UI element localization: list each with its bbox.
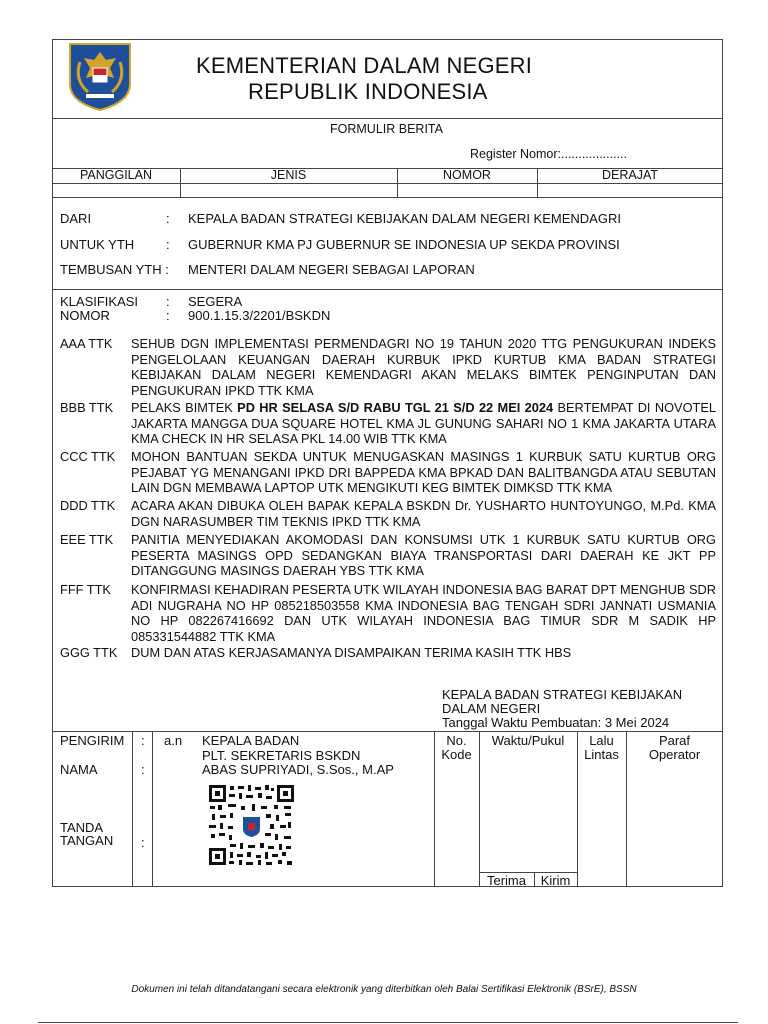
divider bbox=[52, 183, 723, 184]
dari-label: DARI bbox=[60, 211, 92, 226]
eee-paragraph: PANITIA MENYEDIAKAN AKOMODASI DAN KONSUMSI UTK 1 KURBUK SATU KURTUB ORG PESERTA MASINGS OPD SEDANGKAN BIAYA TRANSPORTASI DARI DAERAH KE JKT PP DITANGGUNG MASINGS DAERAH YBS TTK KMA bbox=[131, 532, 716, 578]
waktu-label: Waktu/Pukul bbox=[491, 733, 565, 748]
fff-paragraph: KONFIRMASI KEHADIRAN PESERTA UTK WILAYAH INDONESIA BAG BARAT DPT MENGHUB SDR ADI NUGRAHA NO HP 085218503558 KMA INDONESIA BAG TENGAH SDRI JANNATI USMANIA NO HP 082267416692 DAN UTK WILAYAH INDONESIA BAG TIMUR SDR M SADIK HP 085331544882 TTK KMA bbox=[131, 582, 716, 644]
colon: : bbox=[166, 237, 170, 252]
kirim-label: Kirim bbox=[540, 873, 571, 888]
divider bbox=[479, 731, 480, 887]
column-jenis: JENIS bbox=[270, 168, 307, 182]
operator-label: Operator bbox=[648, 747, 701, 762]
tembusan-value: MENTERI DALAM NEGERI SEBAGAI LAPORAN bbox=[188, 262, 475, 277]
pengirim-label: PENGIRIM bbox=[60, 733, 125, 748]
column-panggilan: PANGGILAN bbox=[79, 168, 152, 182]
klasifikasi-value: SEGERA bbox=[188, 294, 243, 309]
terima-label: Terima bbox=[486, 873, 526, 888]
untuk-value: GUBERNUR KMA PJ GUBERNUR SE INDONESIA UP SEKDA PROVINSI bbox=[188, 237, 620, 252]
ggg-paragraph: DUM DAN ATAS KERJASAMANYA DISAMPAIKAN TERIMA KASIH TTK HBS bbox=[131, 645, 572, 660]
bbb-text-pre: PELAKS BIMTEK bbox=[131, 400, 238, 415]
form-title: FORMULIR BERITA bbox=[330, 122, 443, 136]
untuk-label: UNTUK YTH bbox=[60, 237, 135, 252]
dari-value: KEPALA BADAN STRATEGI KEBIJAKAN DALAM NEGERI KEMENDAGRI bbox=[188, 211, 621, 226]
ggg-label: GGG TTK bbox=[60, 645, 118, 660]
nomor-label: NOMOR bbox=[60, 308, 110, 323]
sender-plt: PLT. SEKRETARIS BSKDN bbox=[202, 748, 361, 763]
sender-name: ABAS SUPRIYADI, S.Sos., M.AP bbox=[202, 762, 394, 777]
colon: : bbox=[166, 211, 170, 226]
colon: : bbox=[141, 733, 145, 748]
divider bbox=[52, 118, 723, 119]
divider bbox=[52, 197, 723, 198]
column-derajat: DERAJAT bbox=[601, 168, 659, 182]
eee-label: EEE TTK bbox=[60, 532, 114, 547]
ddd-paragraph: ACARA AKAN DIBUKA OLEH BAPAK KEPALA BSKDN Dr. YUSHARTO HUNTOYUNGO, M.Pd. KMA DGN NARASUMBER TIM TEKNIS IPKD TTK KMA bbox=[131, 498, 716, 529]
ministry-title: KEMENTERIAN DALAM NEGERI bbox=[196, 53, 533, 78]
ccc-paragraph: MOHON BANTUAN SEKDA UNTUK MENUGASKAN MASINGS 1 KURBUK SATU KURTUB ORG PEJABAT YG MENANGANI IPKD DRI BAPPEDA KMA BPKAD DAN BALITBANGDA ATAU SEBUTAN LAIN DGN MEMBAWA LAPTOP UTK MENGIKUTI KEG BIMTEK DIMKSD TTK KMA bbox=[131, 449, 716, 495]
garuda-emblem-icon bbox=[66, 40, 134, 112]
ddd-label: DDD TTK bbox=[60, 498, 116, 513]
no-label: No. bbox=[446, 733, 467, 748]
colon: : bbox=[141, 762, 145, 777]
klasifikasi-label: KLASIFIKASI bbox=[60, 294, 139, 309]
ccc-label: CCC TTK bbox=[60, 449, 116, 464]
nama-label: NAMA bbox=[60, 762, 98, 777]
colon: : bbox=[166, 294, 170, 309]
republic-title: REPUBLIK INDONESIA bbox=[248, 79, 488, 104]
lalu-label: Lalu bbox=[589, 733, 614, 748]
divider bbox=[132, 731, 133, 887]
paraf-label: Paraf bbox=[658, 733, 691, 748]
bbb-label: BBB TTK bbox=[60, 400, 114, 415]
signoff-title-line1: KEPALA BADAN STRATEGI KEBIJAKAN bbox=[442, 687, 683, 702]
bbb-text-bold: PD HR SELASA S/D RABU TGL 21 S/D 22 MEI 2024 bbox=[237, 400, 554, 415]
an-label: a.n bbox=[164, 733, 183, 748]
footer-divider bbox=[38, 1022, 738, 1023]
kode-label: Kode bbox=[441, 747, 472, 762]
column-nomor: NOMOR bbox=[443, 168, 491, 182]
lintas-label: Lintas bbox=[584, 747, 619, 762]
register-number: Register Nomor:................... bbox=[470, 147, 627, 161]
aaa-paragraph: SEHUB DGN IMPLEMENTASI PERMENDAGRI NO 19 TAHUN 2020 TTG PENGUKURAN INDEKS PENGELOLAAN KEUANGAN DAERAH KURBUK IPKD KURTUB KMA BADAN STRATEGI KEBIJAKAN DALAM NEGERI KEMENDAGRI AKAN MELAKS BIMTEK PENGINPUTAN DAN PENGUKURAN IPKD TTK KMA bbox=[131, 336, 716, 398]
tangan-label: TANGAN bbox=[60, 833, 114, 848]
colon: : bbox=[166, 308, 170, 323]
qr-code-icon bbox=[208, 784, 295, 866]
divider bbox=[52, 289, 723, 290]
footer-note: Dokumen ini telah ditandatangani secara elektronik yang diterbitkan oleh Balai Sertifikasi Elektronik (BSrE), BSSN bbox=[131, 984, 637, 995]
tembusan-label: TEMBUSAN YTH : bbox=[60, 262, 169, 277]
bbb-paragraph bbox=[131, 400, 716, 447]
tanda-label: TANDA bbox=[60, 820, 104, 835]
aaa-label: AAA TTK bbox=[60, 336, 113, 351]
colon: : bbox=[141, 835, 145, 850]
bbb-text-post: BERTEMPAT DI NOVOTEL JAKARTA MANGGA DUA SQUARE HOTEL KMA JL GUNUNG SAHARI NO 1 KMA JAKARTA UTARA KMA CHECK IN HR SELASA PKL 14.00 WIB TTK KMA bbox=[131, 400, 717, 446]
signoff-title-line2: DALAM NEGERI bbox=[442, 701, 541, 716]
creation-date: Tanggal Waktu Pembuatan: 3 Mei 2024 bbox=[442, 715, 670, 730]
divider bbox=[152, 731, 153, 887]
nomor-value: 900.1.15.3/2201/BSKDN bbox=[188, 308, 331, 323]
fff-label: FFF TTK bbox=[60, 582, 111, 597]
sender-kepala: KEPALA BADAN bbox=[202, 733, 300, 748]
